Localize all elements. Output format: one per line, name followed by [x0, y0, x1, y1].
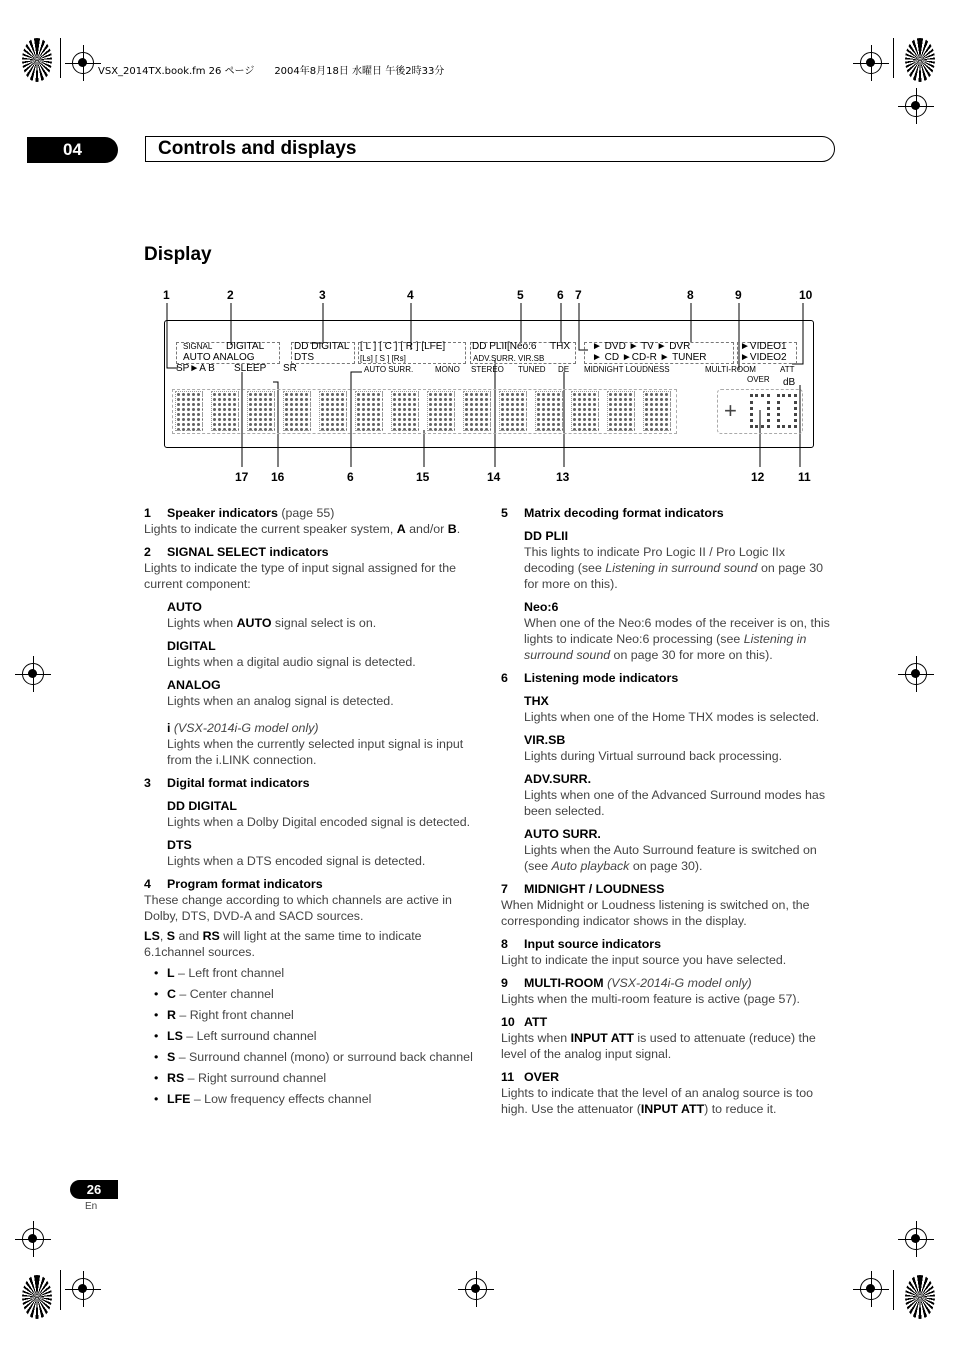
subheading-auto: AUTO: [167, 600, 202, 614]
lcd-sp-ab: SP►A B: [176, 363, 215, 374]
lcd-midnight-loudness: MIDNIGHT LOUDNESS: [584, 365, 670, 374]
lcd-db: dB: [783, 377, 796, 388]
registration-starburst-bottom-right: [905, 1275, 935, 1319]
lcd-auto-analog: AUTO ANALOG: [183, 352, 255, 363]
lcd-de: DE: [558, 365, 570, 374]
subheading-neo6: Neo:6: [524, 600, 559, 614]
bullet-item: • R – Right front channel: [154, 1007, 479, 1023]
lcd-stereo: STEREO: [471, 365, 504, 374]
heading-input-source: 8 Input source indicators: [501, 937, 662, 951]
lcd-auto-surr: AUTO SURR.: [364, 365, 414, 374]
plus-minus-segment: +: [724, 398, 737, 423]
bullet-item: • LS – Left surround channel: [154, 1028, 479, 1044]
heading-midnight-loudness: 7 MIDNIGHT / LOUDNESS: [501, 882, 665, 896]
dot-matrix-char: [391, 391, 419, 431]
pl2-text: This lights to indicate Pro Logic II / Pro Logic IIx decoding (see Listening in surround sound on page 30 for more on this).: [524, 545, 823, 591]
lcd-channels-bottom: [Ls] [ S ] [Rs]: [360, 354, 406, 363]
dot-matrix-char: [499, 391, 527, 431]
midnight-loudness-text: When Midnight or Loudness listening is switched on, the corresponding indicator shows in the display.: [501, 898, 810, 928]
ilink-text: Lights when the currently selected input signal is input from the i.LINK connection.: [167, 737, 464, 767]
lcd-adv-virsb: ADV.SURR. VIR.SB: [473, 354, 545, 363]
lcd-source-row1: ► DVD ► TV ► DVR: [592, 341, 691, 352]
program-format-note: LS, S and RS will light at the same time to indicate 6.1channel sources.: [144, 929, 422, 959]
dot-matrix-char: [211, 391, 239, 431]
speaker-indicators-text: Lights to indicate the current speaker system, A and/or B.: [144, 522, 461, 536]
thx-text: Lights when one of the Home THX modes is selected.: [524, 710, 820, 724]
callout-11: 11: [798, 470, 811, 484]
subheading-virsb: VIR.SB: [524, 733, 566, 747]
chapter-title: Controls and displays: [158, 138, 357, 159]
auto-surr-text: Lights when the Auto Surround feature is switched on (see Auto playback on page 30).: [524, 843, 817, 873]
neo6-text: When one of the Neo:6 modes of the receiver is on, this lights to indicate Neo:6 processing (see Listening in surround sound on page 30 for more on this).: [524, 616, 830, 662]
lcd-att: ATT: [780, 365, 795, 374]
callout-6: 6: [557, 288, 564, 302]
chapter-number: 04: [27, 137, 118, 163]
callout-2: 2: [227, 288, 234, 302]
subheading-digital: DIGITAL: [167, 639, 216, 653]
lcd-neo6: [Neo:6: [507, 341, 537, 352]
registration-mark: [860, 1278, 882, 1300]
lcd-signal-label: SIGNAL: [183, 342, 213, 351]
callout-6-bottom: 6: [347, 470, 354, 484]
registration-starburst-bottom-left: [22, 1275, 52, 1319]
subheading-thx: THX: [524, 694, 549, 708]
subheading-analog: ANALOG: [167, 678, 221, 692]
file-header: VSX_2014TX.book.fm 26 ページ 2004年8月18日 水曜日 午後2時33分: [98, 66, 445, 77]
callout-3: 3: [319, 288, 326, 302]
page-language: En: [85, 1201, 98, 1212]
lcd-multiroom: MULTI-ROOM: [705, 365, 756, 374]
virsb-text: Lights during Virtual surround back processing.: [524, 749, 783, 763]
digital-text: Lights when a digital audio signal is detected.: [167, 655, 416, 669]
bullet-item: • C – Center channel: [154, 986, 479, 1002]
heading-att: 10 ATT: [501, 1015, 548, 1029]
lcd-pl2: DD PLII: [472, 341, 508, 352]
registration-mark: [905, 1228, 927, 1250]
dot-matrix-char: [355, 391, 383, 431]
lcd-source-row2: ► CD ►CD-R ► TUNER: [592, 352, 707, 363]
lcd-channels-top: [ L ] [ C ] [ R ] [LFE]: [360, 341, 446, 352]
dd-digital-text: Lights when a Dolby Digital encoded signal is detected.: [167, 815, 471, 829]
heading-program-format: 4 Program format indicators: [144, 877, 323, 891]
subheading-adv-surr: ADV.SURR.: [524, 772, 592, 786]
signal-select-text: Lights to indicate the type of input signal assigned for the current component:: [144, 561, 457, 591]
seven-segment-digit: [777, 394, 797, 428]
lcd-thx: THX: [550, 341, 570, 352]
dot-matrix-char: [247, 391, 275, 431]
callout-8: 8: [687, 288, 694, 302]
heading-signal-select: 2 SIGNAL SELECT indicators: [144, 545, 329, 559]
bullet-item: • S – Surround channel (mono) or surround back channel: [154, 1049, 479, 1065]
analog-text: Lights when an analog signal is detected.: [167, 694, 394, 708]
subheading-dd-digital: DD DIGITAL: [167, 799, 237, 813]
dot-matrix-char: [607, 391, 635, 431]
auto-text: Lights when AUTO signal select is on.: [167, 616, 377, 630]
ilink-icon: i: [167, 721, 171, 735]
lcd-sleep: SLEEP: [234, 363, 267, 374]
dot-matrix-char: [643, 391, 671, 431]
registration-mark: [465, 1278, 487, 1300]
registration-mark: [22, 663, 44, 685]
adv-surr-text: Lights when one of the Advanced Surround modes has been selected.: [524, 788, 826, 818]
callout-1: 1: [163, 288, 170, 302]
lcd-sr: SR: [283, 363, 297, 374]
seven-segment-digit: [750, 394, 770, 428]
lcd-video1: ►VIDEO1: [740, 341, 787, 352]
callout-7: 7: [575, 288, 582, 302]
bullet-item: • RS – Right surround channel: [154, 1070, 479, 1086]
lcd-mono: MONO: [435, 365, 460, 374]
callout-4: 4: [407, 288, 414, 302]
bullet-item: • L – Left front channel: [154, 965, 479, 981]
callout-5: 5: [517, 288, 524, 302]
subheading-pl2: DD PLII: [524, 529, 569, 543]
dot-matrix-char: [535, 391, 563, 431]
crop-line: [893, 1270, 894, 1310]
over-text: Lights to indicate that the level of an analog source is too high. Use the attenuator (INPUT ATT) to reduce it.: [501, 1086, 814, 1116]
dts-text: Lights when a DTS encoded signal is detected.: [167, 854, 426, 868]
subheading-auto-surr: AUTO SURR.: [524, 827, 601, 841]
callout-9: 9: [735, 288, 742, 302]
registration-mark: [905, 663, 927, 685]
callout-13: 13: [556, 470, 570, 484]
input-source-text: Light to indicate the input source you have selected.: [501, 953, 787, 967]
registration-mark: [72, 1278, 94, 1300]
dot-matrix-char: [427, 391, 455, 431]
ilink-note: i (VSX-2014i-G model only): [167, 721, 319, 735]
bullet-item: • LFE – Low frequency effects channel: [154, 1091, 479, 1107]
subheading-dts: DTS: [167, 838, 192, 852]
heading-speaker-indicators: 1 Speaker indicators (page 55): [144, 506, 335, 520]
dot-matrix-char: [319, 391, 347, 431]
heading-matrix-decoding: 5 Matrix decoding format indicators: [501, 506, 724, 520]
callout-14: 14: [487, 470, 501, 484]
lcd-video2: ►VIDEO2: [740, 352, 787, 363]
registration-mark: [22, 1228, 44, 1250]
callout-16: 16: [271, 470, 285, 484]
heading-over: 11 OVER: [501, 1070, 560, 1084]
left-column: [144, 498, 479, 1107]
lcd-digital: DIGITAL: [226, 341, 265, 352]
callout-12: 12: [751, 470, 765, 484]
lcd-dts: DTS: [294, 352, 314, 363]
heading-multiroom: 9 MULTI-ROOM (VSX-2014i-G model only): [501, 976, 752, 990]
section-title: Display: [144, 244, 212, 265]
lcd-tuned: TUNED: [518, 365, 546, 374]
heading-listening-mode: 6 Listening mode indicators: [501, 671, 679, 685]
heading-digital-format: 3 Digital format indicators: [144, 776, 310, 790]
lcd-over: OVER: [747, 375, 770, 384]
callout-17: 17: [235, 470, 249, 484]
callout-15: 15: [416, 470, 430, 484]
att-text: Lights when INPUT ATT is used to attenuate (reduce) the level of the analog input signal.: [501, 1031, 816, 1061]
right-column: [501, 498, 836, 1117]
display-diagram: [0, 0, 954, 500]
dot-matrix-char: [283, 391, 311, 431]
page-number: 26: [70, 1180, 118, 1199]
program-format-text: These change according to which channels are active in Dolby, DTS, DVD-A and SACD sources.: [144, 893, 452, 923]
dot-matrix-char: [463, 391, 491, 431]
dot-matrix-char: [175, 391, 203, 431]
dot-matrix-char: [571, 391, 599, 431]
multiroom-text: Lights when the multi-room feature is active (page 57).: [501, 992, 800, 1006]
callout-10: 10: [799, 288, 813, 302]
lcd-dd-digital: DD DIGITAL: [294, 341, 350, 352]
crop-line: [60, 1270, 61, 1310]
